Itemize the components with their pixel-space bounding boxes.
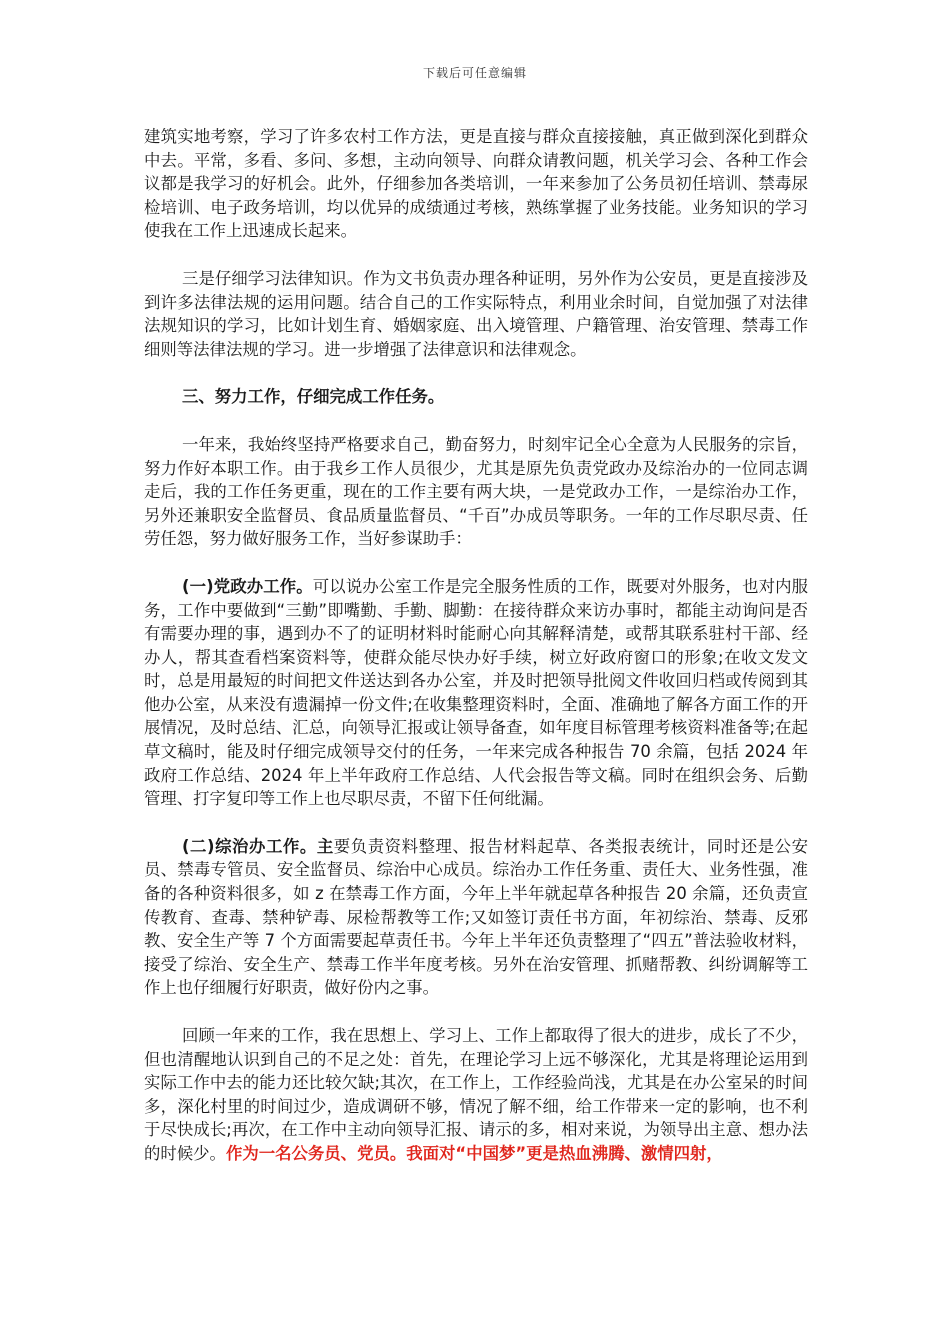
paragraph-law-study: 三是仔细学习法律知识。作为文书负责办理各种证明，另外作为公安员，更是直接涉及到许多法律法规的运用问题。结合自己的工作实际特点，利用业余时间，自觉加强了对法律法规知识的学习，比如计划生育、婚姻家庭、出入境管理、户籍管理、治安管理、禁毒工作细则等法律法规的学习。进一步增强了法律意识和法律观念。 xyxy=(144,268,808,359)
review-text: 回顾一年来的工作，我在思想上、学习上、工作上都取得了很大的进步，成长了不少，但也清醒地认识到自己的不足之处：首先，在理论学习上远不够深化，尤其是将理论运用到实际工作中去的能力还比较欠缺;其次，在工作上，工作经验尚浅，尤其是在办公室呆的时间多，深化村里的时间过少，造成调研不够，情况了解不细，给工作带来一定的影响，也不利于尽快成长;再次，在工作中主动向领导汇报、请示的多，相对来说，为领导出主意、想办法的时候少。 xyxy=(144,1026,808,1163)
paragraph-office-work xyxy=(144,575,808,811)
subheading-comprehensive-office: (二)综治办工作。主 xyxy=(182,836,334,856)
paragraph-study-practice: 建筑实地考察，学习了许多农村工作方法，更是直接与群众直接接触，真正做到深化到群众中去。平常，多看、多问、多想，主动向领导、向群众请教问题，机关学习会、各种工作会议都是我学习的好机会。此外，仔细参加各类培训，一年来参加了公务员初任培训、禁毒尿检培训、电子政务培训，均以优异的成绩通过考核，熟练掌握了业务技能。业务知识的学习使我在工作上迅速成长起来。 xyxy=(144,127,808,241)
subheading-office-work: (一)党政办工作。 xyxy=(182,576,313,596)
highlighted-red-text: 作为一名公务员、党员。我面对“中国梦”更是热血沸腾、激情四射， xyxy=(225,1143,723,1163)
page-header: 下载后可任意编辑 xyxy=(422,66,527,80)
paragraph-comprehensive-office xyxy=(144,835,808,1000)
comprehensive-office-text: 要负责资料整理、报告材料起草、各类报表统计，同时还是公安员、禁毒专管员、安全监督员、综治中心成员。综治办工作任务重、责任大、业务性强，准备的各种资料很多，如 z 在禁毒工作方面，今年上半年就起草各种报告 20 余篇，还负责宣传教育、查毒、禁种铲毒、尿检帮教等工作;又如签订责任书方面，年初综治、禁毒、反邪教、安全生产等 7 个方面需要起草责任书。今年上半年还负责整理了“四五”普法验收材料，接受了综治、安全生产、禁毒工作半年度考核。另外在治安管理、抓赌帮教、纠纷调解等工作上也仔细履行好职责，做好份内之事。 xyxy=(144,836,809,998)
document-body xyxy=(144,125,808,1190)
paragraph-work-overview: 一年来，我始终坚持严格要求自己，勤奋努力，时刻牢记全心全意为人民服务的宗旨，努力作好本职工作。由于我乡工作人员很少，尤其是原先负责党政办及综治办的一位同志调走后，我的工作任务更重，现在的工作主要有两大块，一是党政办工作，一是综治办工作，另外还兼职安全监督员、食品质量监督员、“千百”办成员等职务。一年的工作尽职尽责、任劳任怨，努力做好服务工作，当好参谋助手： xyxy=(144,434,808,549)
section-heading-work: 三、努力工作，仔细完成工作任务。 xyxy=(182,387,445,407)
office-work-text: 可以说办公室工作是完全服务性质的工作，既要对外服务，也对内服务，工作中要做到“三勤”即嘴勤、手勤、脚勤：在接待群众来访办事时，都能主动询问是否有需要办理的事，遇到办不了的证明材料时能耐心向其解释清楚，或帮其联系驻村干部、经办人，帮其查看档案资料等，使群众能尽快办好手续，树立好政府窗口的形象;在收文发文时，总是用最短的时间把文件送达到各办公室，并及时把领导批阅文件收回归档或传阅到其他办公室，从来没有遗漏掉一份文件;在收集整理资料时，全面、准确地了解各方面工作的开展情况，及时总结、汇总，向领导汇报或让领导备查，如年度目标管理考核资料准备等;在起草文稿时，能及时仔细完成领导交付的任务，一年来完成各种报告 70 余篇，包括 2024 年政府工作总结、2024 年上半年政府工作总结、人代会报告等文稿。同时在组织会务、后勤管理、打字复印等工作上也尽职尽责，不留下任何纰漏。 xyxy=(144,576,808,809)
paragraph-review xyxy=(144,1024,808,1166)
